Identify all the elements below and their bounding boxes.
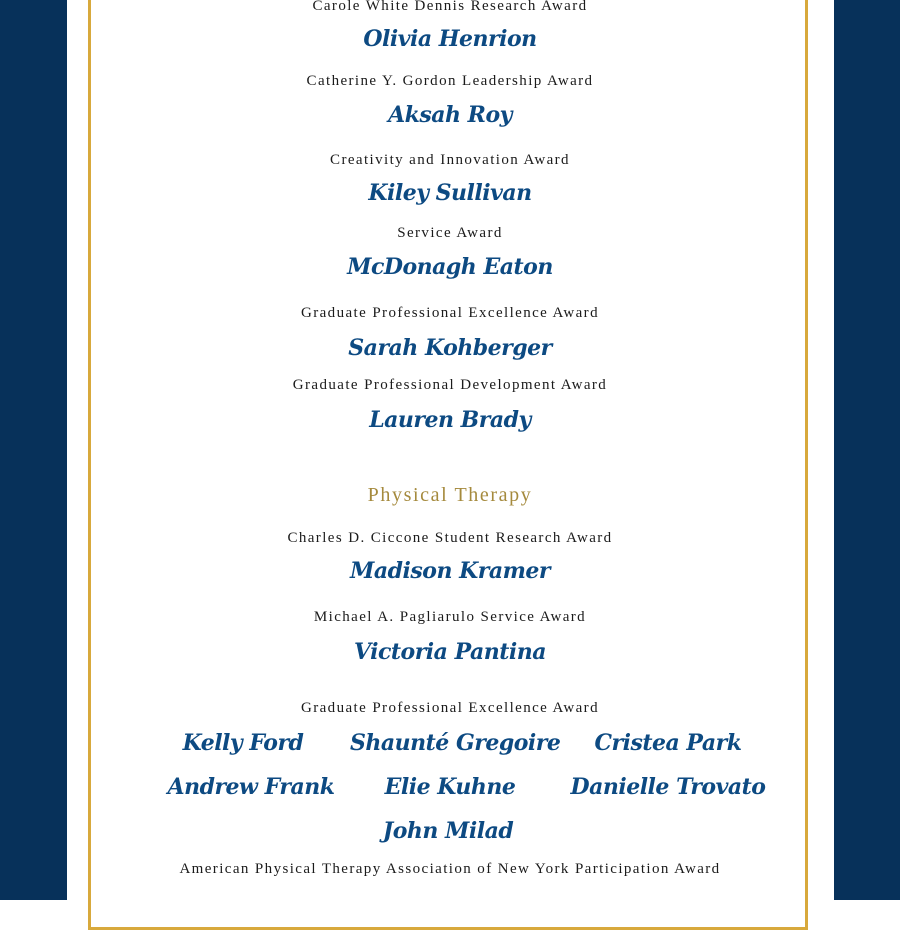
award-title: Carole White Dennis Research Award xyxy=(312,0,588,14)
award-title: Graduate Professional Excellence Award xyxy=(301,305,599,321)
recipient-name: Kelly Ford xyxy=(182,730,304,756)
right-navy-band xyxy=(834,0,900,900)
recipient-name: Kiley Sullivan xyxy=(368,180,532,206)
award-title: Service Award xyxy=(397,225,503,241)
recipient-name: Olivia Henrion xyxy=(363,26,537,52)
recipient-name: Lauren Brady xyxy=(369,407,531,433)
award-title: Catherine Y. Gordon Leadership Award xyxy=(306,73,594,89)
recipient-name: Sarah Kohberger xyxy=(348,335,552,361)
recipient-name: McDonagh Eaton xyxy=(347,254,553,280)
award-title: Graduate Professional Excellence Award xyxy=(301,700,599,716)
recipient-name: Madison Kramer xyxy=(350,558,550,584)
award-title: Graduate Professional Development Award xyxy=(292,377,608,393)
recipient-name: Cristea Park xyxy=(594,730,742,756)
recipient-name: Andrew Frank xyxy=(167,774,335,800)
section-heading: Physical Therapy xyxy=(367,484,533,506)
recipient-name: Danielle Trovato xyxy=(570,774,766,800)
recipient-name: Elie Kuhne xyxy=(384,774,516,800)
recipient-name: Aksah Roy xyxy=(388,102,512,128)
recipient-name: John Milad xyxy=(382,818,514,844)
award-title: Creativity and Innovation Award xyxy=(330,152,570,168)
recipient-name: Victoria Pantina xyxy=(353,639,547,665)
award-title: American Physical Therapy Association of New York Participation Award xyxy=(179,861,721,877)
recipient-name: Shaunté Gregoire xyxy=(350,730,561,756)
left-navy-band xyxy=(0,0,67,900)
award-title: Charles D. Ciccone Student Research Award xyxy=(287,530,613,546)
award-title: Michael A. Pagliarulo Service Award xyxy=(313,609,587,625)
